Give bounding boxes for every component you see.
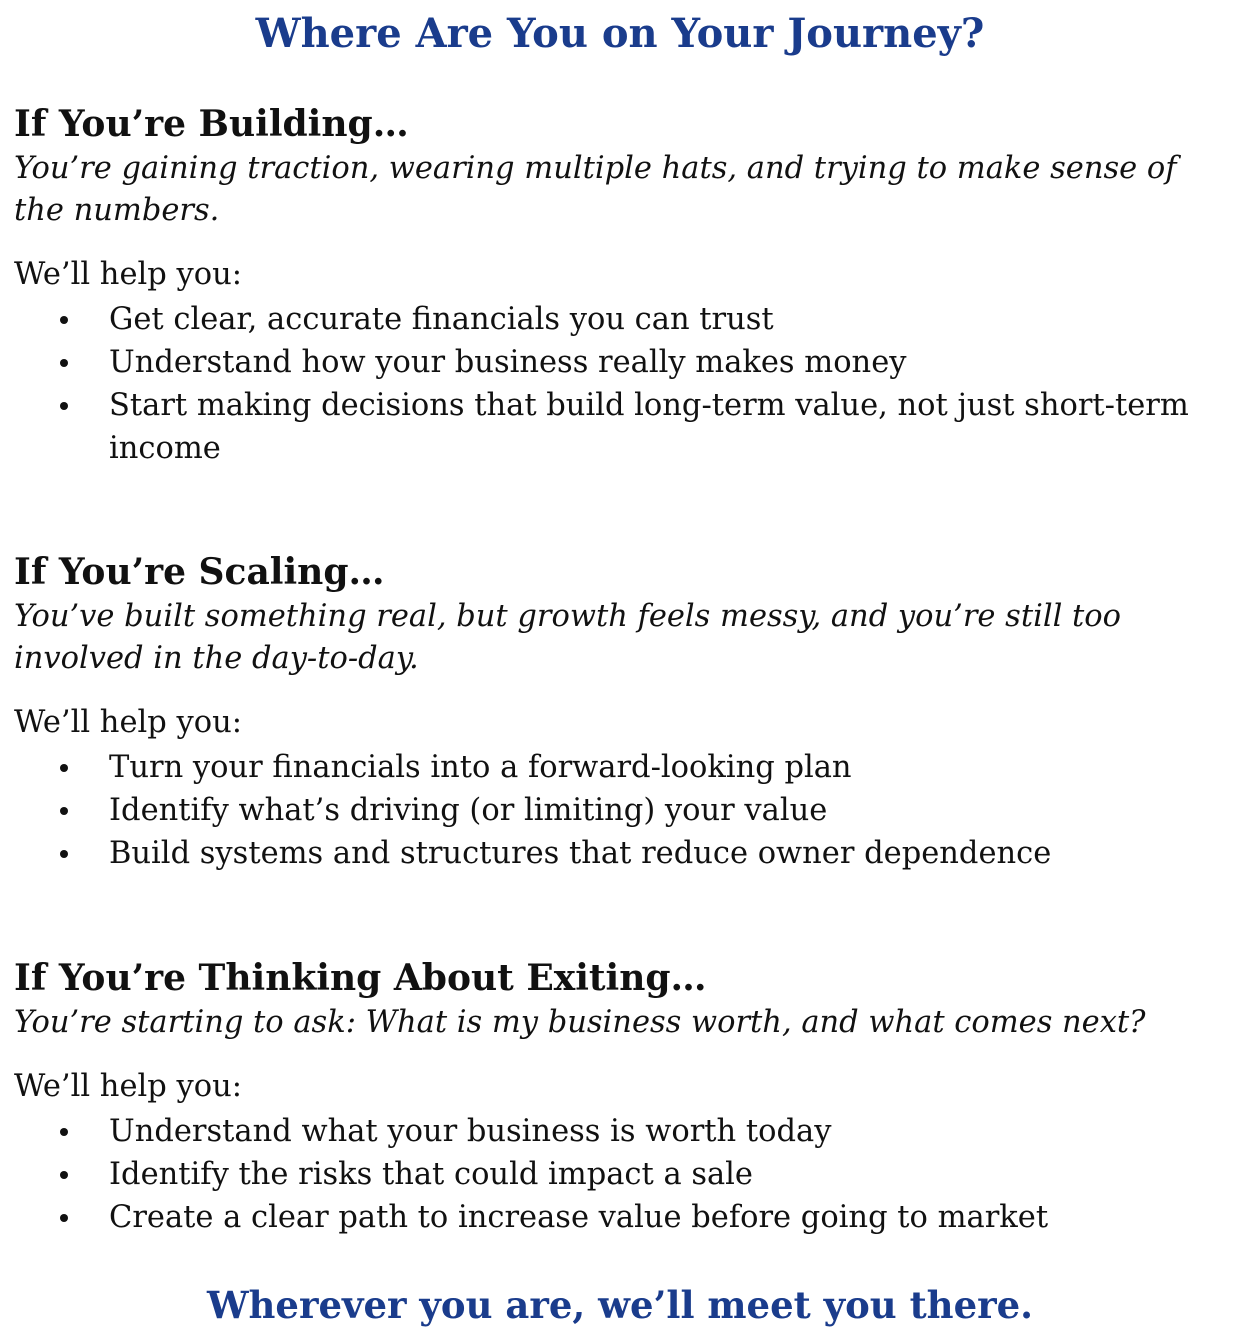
bullet-icon xyxy=(60,1128,68,1136)
help-label: We’ll help you: xyxy=(14,705,242,740)
list-item-text: Identify what’s driving (or limiting) your value xyxy=(109,793,828,828)
list-item-text: Start making decisions that build long-term value, not just short-term income xyxy=(109,388,1189,466)
section-intro: You’re gaining traction, wearing multiple hats, and trying to make sense of the numbers. xyxy=(14,151,1177,228)
list-item xyxy=(14,341,1230,384)
bullet-list xyxy=(14,1110,1230,1239)
section-heading: If You’re Scaling… xyxy=(14,551,385,593)
bullet-icon xyxy=(60,402,68,410)
section-heading: If You’re Thinking About Exiting… xyxy=(14,957,707,999)
bullet-list xyxy=(14,298,1230,470)
bullet-icon xyxy=(60,316,68,324)
list-item xyxy=(14,1153,1230,1196)
list-item xyxy=(14,298,1230,341)
list-item-text: Create a clear path to increase value before going to market xyxy=(109,1200,1049,1235)
section-heading: If You’re Building… xyxy=(14,103,409,145)
list-item-text: Understand what your business is worth today xyxy=(109,1114,832,1149)
bullet-icon xyxy=(60,1214,68,1222)
help-label: We’ll help you: xyxy=(14,1069,242,1104)
bullet-icon xyxy=(60,764,68,772)
list-item xyxy=(14,1110,1230,1153)
list-item-text: Understand how your business really makes money xyxy=(109,345,907,380)
footer-tagline: Wherever you are, we’ll meet you there. xyxy=(206,1283,1034,1327)
list-item xyxy=(14,832,1230,875)
section-intro: You’ve built something real, but growth feels messy, and you’re still too involved in the day-to-day. xyxy=(14,599,1122,676)
page-title: Where Are You on Your Journey? xyxy=(255,10,985,57)
section-scaling xyxy=(14,548,1230,875)
list-item-text: Get clear, accurate financials you can trust xyxy=(109,302,774,337)
help-label: We’ll help you: xyxy=(14,257,242,292)
bullet-icon xyxy=(60,1171,68,1179)
bullet-icon xyxy=(60,807,68,815)
section-exiting xyxy=(14,954,1230,1239)
section-intro: You’re starting to ask: What is my business worth, and what comes next? xyxy=(14,1005,1146,1040)
list-item xyxy=(14,384,1230,470)
list-item-text: Turn your financials into a forward-looking plan xyxy=(109,750,852,785)
list-item xyxy=(14,1196,1230,1239)
list-item xyxy=(14,789,1230,832)
list-item-text: Build systems and structures that reduce owner dependence xyxy=(109,836,1052,871)
bullet-icon xyxy=(60,850,68,858)
list-item-text: Identify the risks that could impact a sale xyxy=(109,1157,753,1192)
section-building xyxy=(14,100,1230,470)
list-item xyxy=(14,746,1230,789)
bullet-list xyxy=(14,746,1230,875)
bullet-icon xyxy=(60,359,68,367)
